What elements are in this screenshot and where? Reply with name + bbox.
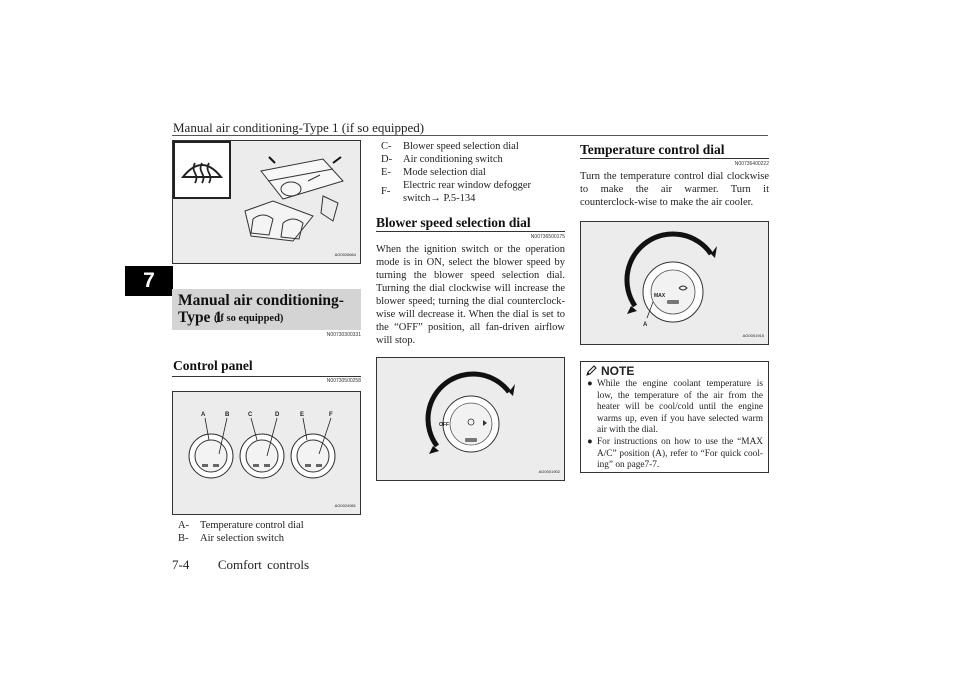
legend-item: B- Air selection switch [178,533,284,544]
temperature-dial-illustration [581,222,768,344]
note-header [585,364,634,378]
callout-c: C [248,412,253,418]
control-panel-heading: Control panel [173,358,253,373]
note-item: ● For instructions on how to use the “MAX A/C” position (A), refer to “For quick cool-ing” on page7-7. [587,436,763,471]
legend-item: F- Electric rear window defogger switch→ P.5-134 [381,180,531,204]
legend-item: A- Temperature control dial [178,520,304,531]
callout-a: A [201,412,206,418]
pencil-icon [585,365,597,377]
note-item: ● While the engine coolant temperature is low, the temperature of the air from the heater will be cool/cold until the engine warms up, even if you have selected warm air with the dial. [587,379,763,436]
header-rule [172,135,768,136]
temperature-rule [580,158,769,159]
blower-rule [376,231,565,232]
three-dials-illustration [173,392,360,514]
blower-dial-illustration [377,358,564,480]
blower-heading: Blower speed selection dial [376,215,531,230]
footer-section: Comfort controls [217,557,310,572]
temperature-body: Turn the temperature control dial clockwise to make the air warmer. Turn it counterclock-wise to make the air cooler. [580,171,769,208]
control-panel-rule [172,376,361,377]
blower-code: N00736500175 [530,234,565,240]
figure-id: AG0026664 [334,252,356,257]
legend-item: E- Mode selection dial [381,167,486,178]
running-header: Manual air conditioning-Type 1 (if so equipped) [173,120,425,135]
dashboard-illustration [173,141,360,263]
legend-list-left [178,519,363,545]
footer [172,557,309,573]
callout-d: D [275,412,280,418]
section-title-main: Manual air conditioning-Type 1 [178,292,344,326]
legend-item: C- Blower speed selection dial [381,141,519,152]
temperature-heading: Temperature control dial [580,142,725,157]
section-code: N00730300331 [326,332,361,338]
section-title-box [172,289,361,330]
callout-b: B [225,412,230,418]
control-panel-code: N00730500258 [326,378,361,384]
legend-item: D- Air conditioning switch [381,154,503,165]
note-title: NOTE [601,364,635,378]
max-label: MAX [654,293,666,299]
bullet-icon: ● [587,436,593,447]
blower-body: When the ignition switch or the operation mode is in ON, select the blower speed by turning the blower speed selection dial. Turning the dial clockwise will increase the blower speed; turning the dial counterclock-wise will decrease it. When the dial is set to the “OFF” position, all fan-driven airflow will stop. [376,244,565,346]
figure-id: AG0024981 [334,503,356,508]
note-box [580,361,769,473]
figure-id: AG0001915 [742,333,764,338]
off-label: OFF [439,422,449,428]
defogger-dashboard-figure [172,140,361,264]
callout-f: F [329,412,333,418]
blower-dial-figure [376,357,565,481]
car-interior-sketch [245,159,343,241]
control-panel-figure [172,391,361,515]
temperature-dial-figure [580,221,769,345]
callout-e: E [300,412,305,418]
figure-id: AG0001902 [538,469,560,474]
temperature-code: N00736400222 [734,161,769,167]
bullet-icon: ● [587,379,593,389]
callout-a: A [643,322,648,328]
page-number: 7-4 [172,557,190,572]
chapter-tab: 7 [125,266,173,296]
legend-list-right [381,140,561,205]
section-title-sub: (if so equipped) [214,313,284,324]
